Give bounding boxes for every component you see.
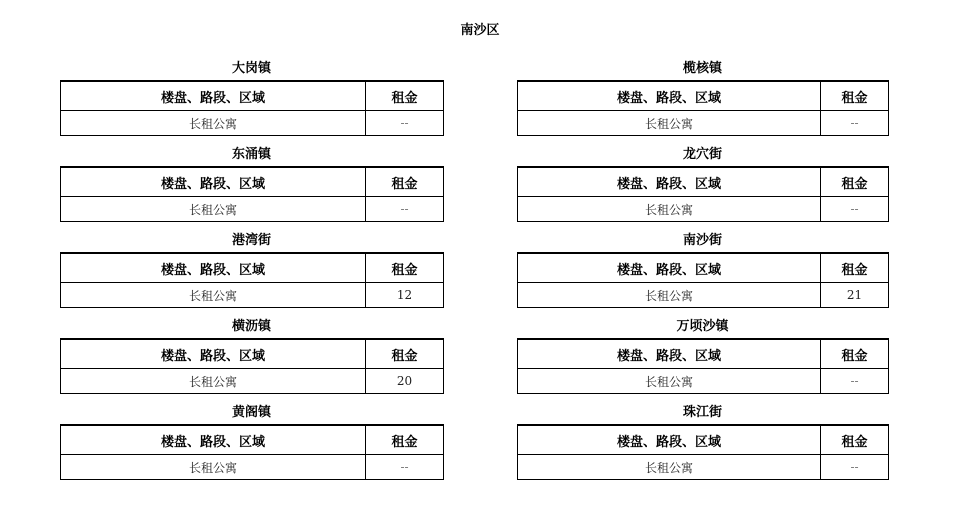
left-column xyxy=(60,58,443,488)
property-cell: 长租公寓 xyxy=(518,197,821,222)
rent-cell: 12 xyxy=(366,283,444,308)
rent-table xyxy=(60,252,444,308)
table-header-row xyxy=(518,253,889,283)
rent-table xyxy=(517,80,889,136)
town-title: 港湾街 xyxy=(231,233,271,248)
table-header-row xyxy=(61,167,444,197)
town-section-wanqingsha xyxy=(517,316,888,402)
rent-header: 租金 xyxy=(821,167,889,197)
table-header-row xyxy=(61,425,444,455)
town-section-nansha xyxy=(517,230,888,316)
table-header-row xyxy=(518,339,889,369)
property-cell: 长租公寓 xyxy=(61,283,366,308)
rent-cell: -- xyxy=(366,111,444,136)
town-title: 珠江街 xyxy=(682,405,722,420)
town-title: 榄核镇 xyxy=(682,61,722,76)
property-cell: 长租公寓 xyxy=(61,455,366,480)
property-cell: 长租公寓 xyxy=(61,369,366,394)
table-row xyxy=(518,111,889,136)
property-cell: 长租公寓 xyxy=(518,111,821,136)
table-row xyxy=(61,283,444,308)
area-header: 楼盘、路段、区域 xyxy=(61,167,366,197)
table-header-row xyxy=(61,253,444,283)
rent-table xyxy=(60,338,444,394)
property-cell: 长租公寓 xyxy=(518,455,821,480)
rent-cell: -- xyxy=(821,197,889,222)
rent-header: 租金 xyxy=(821,253,889,283)
rent-header: 租金 xyxy=(366,81,444,111)
area-header: 楼盘、路段、区域 xyxy=(61,339,366,369)
town-section-huangge xyxy=(60,402,443,488)
rent-header: 租金 xyxy=(366,339,444,369)
table-row xyxy=(61,455,444,480)
town-title: 横沥镇 xyxy=(231,319,271,334)
page-title: 南沙区 xyxy=(460,23,500,38)
rent-header: 租金 xyxy=(366,167,444,197)
rent-cell: -- xyxy=(821,111,889,136)
property-cell: 长租公寓 xyxy=(61,197,366,222)
area-header: 楼盘、路段、区域 xyxy=(518,425,821,455)
table-row xyxy=(518,455,889,480)
property-cell: 长租公寓 xyxy=(518,283,821,308)
table-row xyxy=(61,111,444,136)
table-row xyxy=(518,283,889,308)
town-section-dongchong xyxy=(60,144,443,230)
rent-header: 租金 xyxy=(366,253,444,283)
rent-header: 租金 xyxy=(366,425,444,455)
table-row xyxy=(518,369,889,394)
rent-header: 租金 xyxy=(821,425,889,455)
table-header-row xyxy=(518,167,889,197)
property-cell: 长租公寓 xyxy=(61,111,366,136)
rent-cell: 20 xyxy=(366,369,444,394)
table-header-row xyxy=(61,81,444,111)
town-title: 大岗镇 xyxy=(231,61,271,76)
town-title: 黄阁镇 xyxy=(231,405,271,420)
rent-header: 租金 xyxy=(821,81,889,111)
rent-header: 租金 xyxy=(821,339,889,369)
town-section-lanhe xyxy=(517,58,888,144)
town-section-longxue xyxy=(517,144,888,230)
town-title: 万顷沙镇 xyxy=(676,319,729,334)
table-header-row xyxy=(518,425,889,455)
rent-table xyxy=(517,338,889,394)
rent-cell: -- xyxy=(366,455,444,480)
town-section-hengli xyxy=(60,316,443,402)
rent-cell: -- xyxy=(821,369,889,394)
right-column xyxy=(517,58,888,488)
town-title: 龙穴街 xyxy=(682,147,722,162)
town-section-dagang xyxy=(60,58,443,144)
area-header: 楼盘、路段、区域 xyxy=(518,81,821,111)
rent-cell: -- xyxy=(821,455,889,480)
area-header: 楼盘、路段、区域 xyxy=(61,81,366,111)
property-cell: 长租公寓 xyxy=(518,369,821,394)
rent-cell: -- xyxy=(366,197,444,222)
area-header: 楼盘、路段、区域 xyxy=(61,425,366,455)
rent-table xyxy=(517,424,889,480)
table-row xyxy=(61,369,444,394)
rent-table xyxy=(60,80,444,136)
area-header: 楼盘、路段、区域 xyxy=(518,339,821,369)
area-header: 楼盘、路段、区域 xyxy=(518,167,821,197)
area-header: 楼盘、路段、区域 xyxy=(61,253,366,283)
town-title: 南沙街 xyxy=(682,233,722,248)
table-row xyxy=(61,197,444,222)
table-header-row xyxy=(518,81,889,111)
town-section-zhujiang xyxy=(517,402,888,488)
rent-cell: 21 xyxy=(821,283,889,308)
rent-table xyxy=(517,252,889,308)
table-header-row xyxy=(61,339,444,369)
town-title: 东涌镇 xyxy=(231,147,271,162)
rent-table xyxy=(60,166,444,222)
rent-table xyxy=(60,424,444,480)
table-row xyxy=(518,197,889,222)
area-header: 楼盘、路段、区域 xyxy=(518,253,821,283)
town-section-gangwan xyxy=(60,230,443,316)
rent-table xyxy=(517,166,889,222)
